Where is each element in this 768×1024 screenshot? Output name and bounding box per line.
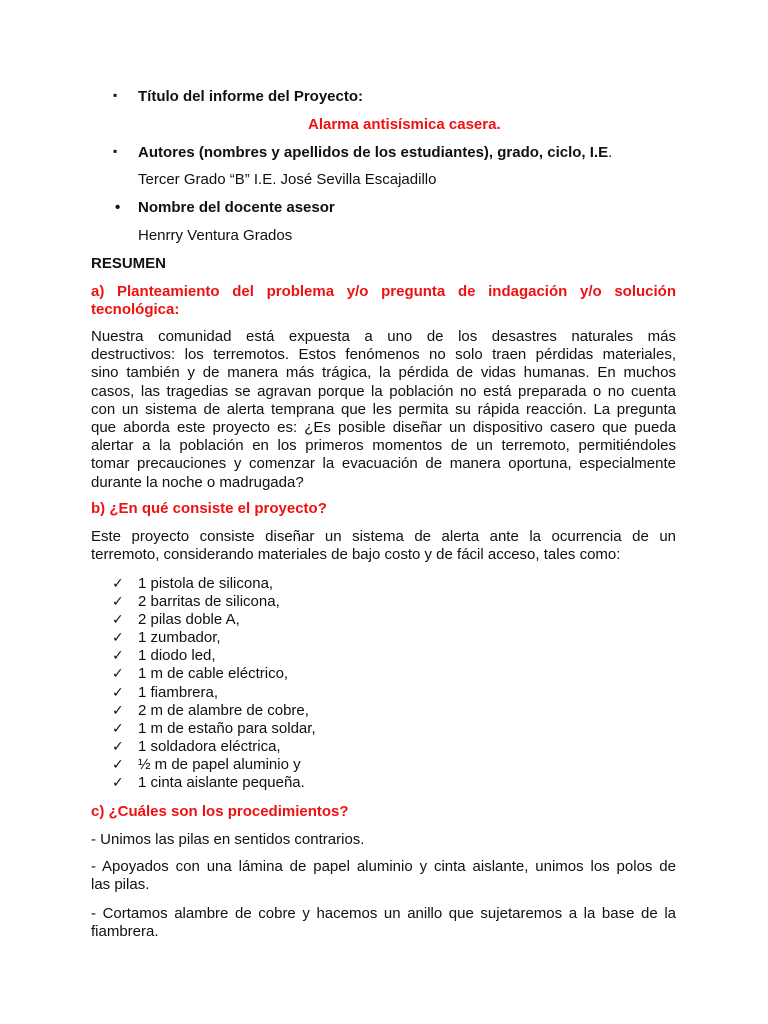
check-icon: ✓ xyxy=(112,756,124,772)
material-item: 2 barritas de silicona, xyxy=(138,593,280,610)
check-icon: ✓ xyxy=(112,702,124,718)
material-item: 2 m de alambre de cobre, xyxy=(138,702,309,719)
section-b-body-line: Este proyecto consiste diseñar un sistema de alerta ante la ocurrencia de un xyxy=(91,528,676,545)
section-a-body-line: destructivos: los terremotos. Estos fenómenos no solo traen pérdidas materiales, xyxy=(91,346,676,364)
material-item: 1 soldadora eléctrica, xyxy=(138,738,281,755)
section-a-body-line: durante la noche o madrugada? xyxy=(91,473,304,491)
check-icon: ✓ xyxy=(112,593,124,609)
material-item: 2 pilas doble A, xyxy=(138,611,240,628)
round-bullet-icon: • xyxy=(115,199,121,216)
procedure-step xyxy=(91,905,676,941)
authors-label: Autores (nombres y apellidos de los estudiantes), grado, ciclo, I.E xyxy=(138,144,609,161)
check-icon: ✓ xyxy=(112,647,124,663)
check-icon: ✓ xyxy=(112,720,124,736)
check-icon: ✓ xyxy=(112,665,124,681)
material-item: 1 m de estaño para soldar, xyxy=(138,720,316,737)
check-icon: ✓ xyxy=(112,684,124,700)
procedure-step xyxy=(91,858,676,894)
check-icon: ✓ xyxy=(112,575,124,591)
advisor-value: Henrry Ventura Grados xyxy=(138,227,293,244)
resumen-heading: RESUMEN xyxy=(91,255,167,272)
procedure-step-line: fiambrera. xyxy=(91,923,159,941)
section-a-body-line: con un sistema de alerta temprana que les permita su rápida reacción. La pregunta xyxy=(91,400,676,418)
check-icon: ✓ xyxy=(112,774,124,790)
project-title: Alarma antisísmica casera. xyxy=(308,116,501,133)
title-label: Título del informe del Proyecto: xyxy=(138,88,364,105)
section-a-heading xyxy=(91,283,676,319)
section-c-heading: c) ¿Cuáles son los procedimientos? xyxy=(91,803,349,820)
material-item: ½ m de papel aluminio y xyxy=(138,756,301,773)
authors-label-end: . xyxy=(608,144,613,161)
advisor-label: Nombre del docente asesor xyxy=(138,199,335,216)
material-item: 1 m de cable eléctrico, xyxy=(138,665,289,682)
procedure-step-line: - Apoyados con una lámina de papel aluminio y cinta aislante, unimos los polos de xyxy=(91,858,676,875)
section-a-body-line: tomar precauciones y comenzar la evacuación de manera oportuna, especialmente xyxy=(91,455,676,473)
square-bullet-icon: ▪ xyxy=(113,144,118,158)
material-item: 1 cinta aislante pequeña. xyxy=(138,774,305,791)
check-icon: ✓ xyxy=(112,738,124,754)
section-a-heading-line: tecnológica: xyxy=(91,301,180,319)
section-b-body xyxy=(91,528,676,564)
section-a-body-line: casos, las tragedias se agravan porque la población no está preparada o no cuenta xyxy=(91,382,676,400)
authors-label-line xyxy=(138,144,612,162)
material-item: 1 pistola de silicona, xyxy=(138,575,274,592)
material-item: 1 zumbador, xyxy=(138,629,221,646)
section-b-body-line: terremoto, considerando materiales de bajo costo y de fácil acceso, tales como: xyxy=(91,546,621,564)
material-item: 1 diodo led, xyxy=(138,647,216,664)
check-icon: ✓ xyxy=(112,611,124,627)
section-a-body-line: alertar a la población en los primeros momentos de un terremoto, permitiéndoles xyxy=(91,437,676,455)
check-icon: ✓ xyxy=(112,629,124,645)
square-bullet-icon: ▪ xyxy=(113,88,118,102)
procedure-step: - Unimos las pilas en sentidos contrarios. xyxy=(91,831,365,848)
section-a-body-line: sino también y de manera más trágica, la pérdida de vidas humanas. En muchos xyxy=(91,364,676,382)
section-a-body-line: Nuestra comunidad está expuesta a uno de los desastres naturales más xyxy=(91,328,676,345)
procedure-step-line: las pilas. xyxy=(91,876,150,894)
section-a-body-line: que aborda este proyecto es: ¿Es posible diseñar un dispositivo casero que pueda xyxy=(91,418,676,436)
section-a-body xyxy=(91,328,676,492)
procedure-step-line: - Cortamos alambre de cobre y hacemos un anillo que sujetaremos a la base de la xyxy=(91,905,676,922)
section-a-heading-line: a) Planteamiento del problema y/o pregunta de indagación y/o solución xyxy=(91,283,676,300)
section-b-heading: b) ¿En qué consiste el proyecto? xyxy=(91,500,327,517)
material-item: 1 fiambrera, xyxy=(138,684,219,701)
authors-value: Tercer Grado “B” I.E. José Sevilla Escajadillo xyxy=(138,171,437,188)
